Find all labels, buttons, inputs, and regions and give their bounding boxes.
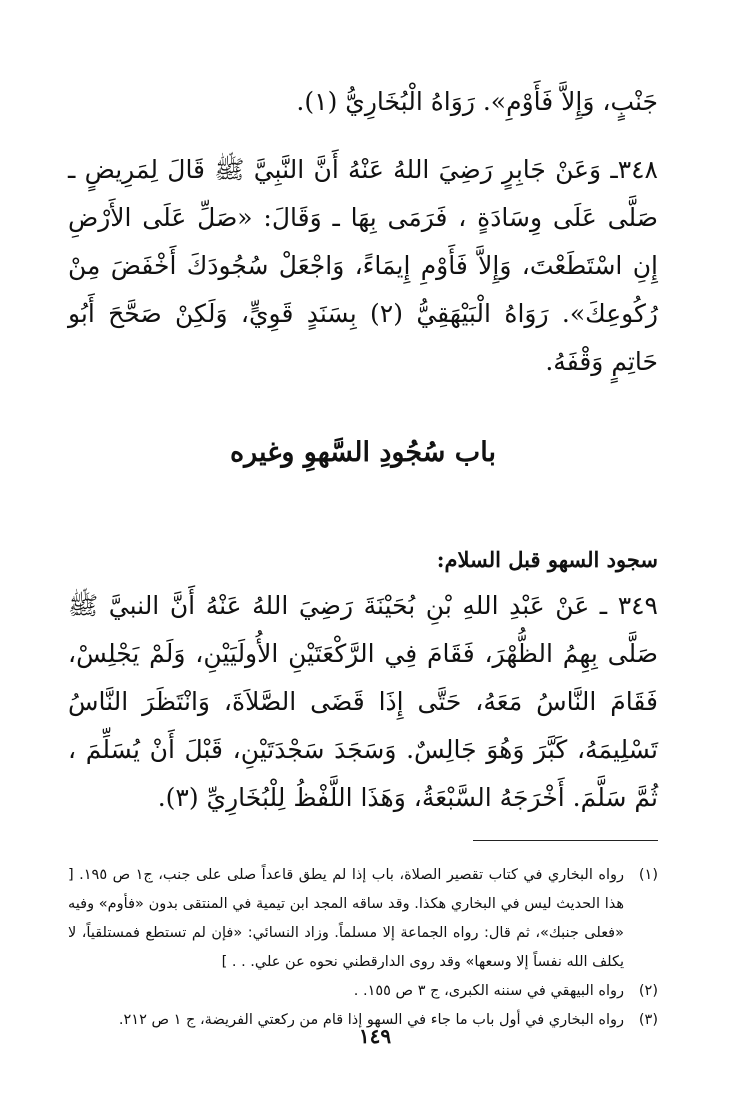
footnote-number: (١) <box>638 867 658 883</box>
footnote-2 <box>68 977 658 1006</box>
paragraph-hadith-349: ٣٤٩ ـ عَنْ عَبْدِ اللهِ بْنِ بُحَيْنَةَ رَضِيَ اللهُ عَنْهُ أَنَّ النبيَّ ﷺ صَلَّى بِهِمُ الظُّهْرَ، فَقَامَ فِي الرَّكْعَتَيْنِ الأُولَيَيْنِ، وَلَمْ يَجْلِسْ، فَقَامَ النَّاسُ مَعَهُ، حَتَّى إِذَا قَضَى الصَّلاَةَ، وَانْتَظَرَ النَّاسُ تَسْلِيمَهُ، كَبَّرَ وَهُوَ جَالِسٌ. وَسَجَدَ سَجْدَتَيْنِ، قَبْلَ أَنْ يُسَلِّمَ ، ثُمَّ سَلَّمَ. أَخْرَجَهُ السَّبْعَةُ، وَهَذَا اللَّفْظُ لِلْبُخَارِيِّ (٣). <box>68 591 658 812</box>
footnote-text: رواه البخاري في كتاب تقصير الصلاة، باب إذا لم يطق قاعداً صلى على جنب، ج١ ص ١٩٥. [ هذا الحديث ليس في البخاري هكذا. وقد ساقه المجد ابن تيمية في المنتقى بدون «فأوم» وفيه «فعلى جنبك»، ثم قال: رواه الجماعة إلا مسلماً. وزاد النسائي: «فإن لم تستطع فمستلقياً، لا يكلف الله نفساً إلا وسعها» وقد روى الدارقطني نحوه عن علي. . . ] <box>68 867 624 970</box>
footnote-number: (٣) <box>638 1012 658 1028</box>
footnote-number: (٢) <box>638 983 658 999</box>
page-number: ١٤٩ <box>358 1024 392 1048</box>
footnote-text: رواه البيهقي في سننه الكبرى، ج ٣ ص ١٥٥. . <box>353 983 624 999</box>
section-subheading: سجود السهو قبل السلام: <box>436 547 658 572</box>
paragraph-hadith-348: ٣٤٨ـ وَعَنْ جَابِرٍ رَضِيَ اللهُ عَنْهُ أَنَّ النَّبِيَّ ﷺ قَالَ لِمَرِيضٍ ـ صَلَّى عَلَى وِسَادَةٍ ، فَرَمَى بِهَا ـ وَقَالَ: «صَلِّ عَلَى الأَرْضِ إِنِ اسْتَطَعْتَ، وَإِلاَّ فَأَوْمِ إِيمَاءً، وَاجْعَلْ سُجُودَكَ أَخْفَضَ مِنْ رُكُوعِكَ». رَوَاهُ الْبَيْهَقِيُّ (٢) بِسَنَدٍ قَوِيٍّ، وَلَكِنْ صَحَّحَ أَبُو حَاتِمٍ وَقْفَهُ. <box>68 155 659 376</box>
footnote-text: رواه البخاري في أول باب ما جاء في السهو إذا قام من ركعتي الفريضة، ج ١ ص ٢١٢. <box>118 1012 624 1028</box>
footnote-separator <box>473 840 658 841</box>
chapter-heading: باب سُجُودِ السَّهوِ وغيره <box>230 437 496 468</box>
footnote-1 <box>68 861 658 977</box>
paragraph-continuation: جَنْبٍ، وَإِلاَّ فَأَوْمِ». رَوَاهُ الْبُخَارِيُّ (١). <box>296 87 658 116</box>
footnotes <box>68 861 658 1035</box>
